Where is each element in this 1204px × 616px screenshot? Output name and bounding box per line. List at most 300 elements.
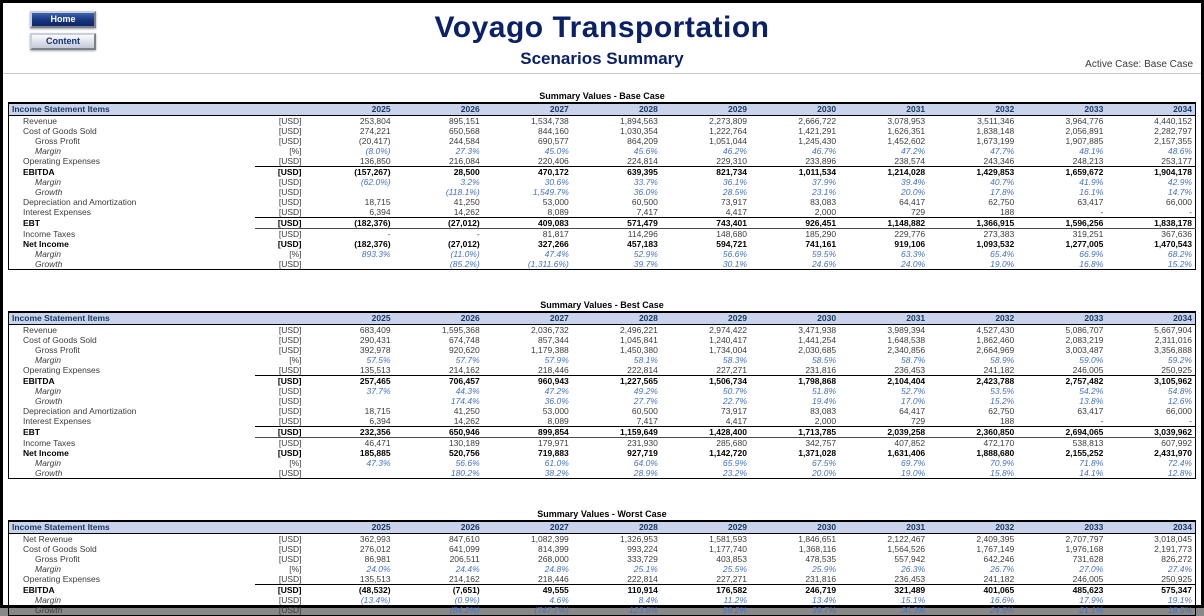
row-label: Operating Expenses [23, 574, 101, 585]
cell-value: 41,250 [453, 406, 480, 416]
table-row [9, 574, 1196, 585]
cell-value: 1,214,028 [839, 167, 928, 178]
row-label: Growth [35, 468, 63, 478]
cell-value: 14.1% [1079, 468, 1104, 478]
cell-value: 246,719 [750, 585, 839, 596]
base-case-section [8, 91, 1196, 270]
cell-value: 268,000 [538, 554, 569, 564]
cell-value: 38.2% [544, 468, 569, 478]
cell-value: 81,817 [542, 229, 569, 239]
cell-value: 4,440,152 [1154, 116, 1192, 126]
table-row [9, 335, 1196, 345]
year-column-header: 2029 [661, 103, 750, 116]
cell-value: 37.7% [366, 386, 391, 396]
row-label: Margin [35, 458, 61, 468]
cell-value: 62,750 [988, 197, 1015, 207]
cell-value: 857,344 [538, 335, 569, 345]
cell-value: 46,471 [364, 438, 391, 448]
cell-value: 7,417 [636, 416, 658, 426]
cell-value: 485,623 [1017, 585, 1106, 596]
cell-value: 15.2% [1167, 259, 1192, 269]
cell-value: 844,160 [538, 126, 569, 136]
cell-value: 1,838,148 [976, 126, 1015, 136]
cell-value: 641,099 [448, 544, 480, 554]
row-unit: [USD] [255, 376, 305, 387]
row-label: Depreciation and Amortization [23, 406, 137, 416]
row-unit: [USD] [278, 365, 302, 375]
cell-value: 1,452,602 [887, 136, 926, 146]
cell-value: 238,574 [894, 156, 926, 166]
cell-value: 51.8% [811, 386, 837, 396]
cell-value: 960,943 [483, 376, 572, 387]
base-case-table [8, 102, 1196, 270]
cell-value [305, 187, 394, 197]
cell-value: 63.3% [901, 249, 926, 259]
row-unit: [USD] [278, 187, 302, 197]
row-label: Margin [35, 595, 61, 605]
row-unit: [USD] [278, 438, 302, 448]
cell-value: 893.3% [361, 249, 391, 259]
table-row [9, 126, 1196, 136]
content-button[interactable]: Content [30, 33, 96, 50]
row-label: Net Revenue [23, 534, 73, 544]
cell-value: 224,814 [627, 156, 658, 166]
row-label: EBITDA [23, 584, 55, 595]
table-row [9, 554, 1196, 564]
cell-value: (84.2%) [449, 605, 480, 615]
cell-value: 1,148,882 [839, 218, 928, 229]
cell-value: 53,000 [542, 406, 569, 416]
row-unit: [USD] [278, 229, 302, 239]
row-unit: [USD] [277, 239, 302, 249]
cell-value: 17.9% [1079, 595, 1104, 605]
cell-value: 229,776 [894, 229, 926, 239]
cell-value: 58.1% [633, 355, 658, 365]
cell-value: 64.0% [633, 458, 658, 468]
cell-value: 59.5% [811, 249, 837, 259]
table-row [9, 468, 1196, 479]
cell-value: 70.9% [990, 458, 1015, 468]
cell-value: 1,888,680 [976, 448, 1015, 458]
cell-value: 30.1% [722, 259, 747, 269]
cell-value: 110,914 [572, 585, 661, 596]
row-label: Operating Expenses [23, 156, 101, 167]
cell-value: 16.6% [990, 595, 1015, 605]
cell-value: 20.0% [811, 468, 837, 478]
cell-value: (85.2%) [449, 259, 480, 269]
cell-value: 86,981 [364, 554, 391, 564]
cell-value: 57.7% [455, 355, 480, 365]
cell-value: 706,457 [394, 376, 483, 387]
year-column-header: 2025 [305, 312, 394, 325]
cell-value: 273,383 [983, 229, 1015, 239]
cell-value: 731,628 [1072, 554, 1104, 564]
cell-value: 2,664,969 [976, 345, 1015, 355]
cell-value: 23.1% [811, 187, 837, 197]
row-unit: [%] [289, 564, 302, 574]
row-unit: [USD] [278, 136, 302, 146]
cell-value: 1,798,868 [750, 376, 839, 387]
cell-value: 63,417 [1077, 197, 1104, 207]
cell-value: 218,446 [538, 574, 569, 584]
cell-value: 4,527,430 [976, 325, 1015, 335]
cell-value: (1,311.6%) [527, 259, 569, 269]
row-label: Revenue [23, 325, 58, 335]
cell-value: (48,532) [305, 585, 394, 596]
cell-value: 2,757,482 [1017, 376, 1106, 387]
cell-value: 13.8% [1079, 396, 1104, 406]
cell-value: (7,651) [394, 585, 483, 596]
cell-value: 1,277,005 [1065, 239, 1104, 249]
cell-value: 1,082,399 [530, 534, 569, 544]
cell-value: 3,471,938 [798, 325, 837, 335]
cell-value: 30.6% [544, 177, 569, 187]
cell-value: 83,083 [810, 406, 837, 416]
cell-value: 28.5% [722, 187, 747, 197]
cell-value: 36.1% [722, 177, 747, 187]
cell-value: 650,946 [394, 427, 483, 438]
cell-value: 8.4% [638, 595, 658, 605]
cell-value: 59.2% [722, 605, 747, 615]
cell-value: 729 [910, 416, 926, 426]
cell-value: 21.1% [1079, 605, 1104, 615]
cell-value: 407,852 [894, 438, 926, 448]
table-row [9, 229, 1196, 240]
year-column-header: 2028 [572, 521, 661, 534]
cell-value: 19.4% [811, 396, 837, 406]
row-label: Margin [35, 564, 61, 574]
cell-value: 478,535 [805, 554, 837, 564]
cell-value: 18.5% [1167, 605, 1192, 615]
cell-value: 135,513 [359, 365, 391, 375]
row-label: Cost of Goods Sold [23, 544, 97, 554]
cell-value: 1,450,380 [620, 345, 658, 355]
cell-value: 321,489 [839, 585, 928, 596]
table-row [9, 207, 1196, 218]
table-header-row [9, 103, 1196, 116]
table-row [9, 177, 1196, 187]
cell-value: 1,838,178 [1106, 218, 1195, 229]
cell-value: 64,417 [899, 197, 926, 207]
cell-value: 1,421,291 [798, 126, 837, 136]
cell-value: 642,246 [983, 554, 1015, 564]
cell-value: 3,105,962 [1106, 376, 1195, 387]
cell-value: 4,417 [725, 416, 747, 426]
row-unit: [USD] [255, 218, 305, 229]
cell-value: 1,429,853 [928, 167, 1017, 178]
cell-value: 47.2% [544, 386, 569, 396]
table-row [9, 249, 1196, 259]
cell-value: 23.2% [722, 468, 747, 478]
cell-value: 206,511 [449, 554, 480, 564]
cell-value: 3,356,888 [1154, 345, 1192, 355]
cell-value: 39.7% [633, 259, 658, 269]
row-label: Margin [35, 386, 61, 396]
cell-value: 72.4% [1167, 458, 1192, 468]
table-row [9, 345, 1196, 355]
items-column-header: Income Statement Items [9, 521, 255, 534]
cell-value: 65.4% [990, 249, 1015, 259]
cell-value: 401,065 [928, 585, 1017, 596]
cell-value: 17.8% [990, 187, 1015, 197]
cell-value: 2,340,856 [887, 345, 926, 355]
year-column-header: 2034 [1106, 312, 1195, 325]
cell-value: 12.8% [1167, 468, 1192, 478]
cell-value: 1,179,388 [530, 345, 569, 355]
cell-value: 231,930 [627, 438, 658, 448]
cell-value: 18,715 [364, 197, 391, 207]
year-column-header: 2026 [394, 521, 483, 534]
cell-value: 847,610 [448, 534, 480, 544]
cell-value: 743,401 [661, 218, 750, 229]
cell-value: (747.7%) [534, 605, 569, 615]
row-label: Margin [35, 249, 61, 259]
year-column-header: 2032 [928, 521, 1017, 534]
cell-value: 2,000 [814, 416, 837, 426]
home-button[interactable]: Home [30, 11, 96, 28]
cell-value: 44.3% [455, 386, 480, 396]
unit-column-header [255, 103, 305, 116]
cell-value: 244,584 [448, 136, 480, 146]
cell-value: 36.0% [633, 187, 658, 197]
cell-value: 1,093,532 [976, 239, 1015, 249]
cell-value: 920,620 [448, 345, 480, 355]
row-label: Margin [35, 146, 61, 156]
cell-value: 1,648,538 [887, 335, 926, 345]
cell-value: 3,078,953 [887, 116, 926, 126]
year-column-header: 2033 [1017, 312, 1106, 325]
year-column-header: 2031 [839, 103, 928, 116]
cell-value: 49.2% [633, 386, 658, 396]
cell-value: 650,568 [448, 126, 480, 136]
cell-value: (0.9%) [454, 595, 480, 605]
cell-value: 19.1% [1167, 595, 1192, 605]
cell-value: 27.3% [455, 146, 480, 156]
row-unit: [USD] [278, 534, 302, 544]
year-column-header: 2029 [661, 312, 750, 325]
year-column-header: 2028 [572, 312, 661, 325]
cell-value: 46.7% [811, 146, 837, 156]
items-column-header: Income Statement Items [9, 312, 255, 325]
cell-value: 1,159,649 [572, 427, 661, 438]
cell-value: 2,707,797 [1065, 534, 1104, 544]
cell-value: 1,222,764 [709, 126, 747, 136]
cell-value: 33.7% [633, 177, 658, 187]
row-label: Net Income [23, 448, 69, 458]
cell-value: 1,011,534 [750, 167, 839, 178]
year-column-header: 2033 [1017, 103, 1106, 116]
cell-value: 1,846,651 [798, 534, 837, 544]
row-unit: [%] [289, 458, 302, 468]
cell-value: 729 [910, 207, 926, 217]
cell-value: 52.7% [901, 386, 926, 396]
cell-value: 176,582 [661, 585, 750, 596]
cell-value: 274,221 [359, 126, 391, 136]
year-column-header: 2027 [483, 521, 572, 534]
cell-value: 1,862,460 [976, 335, 1015, 345]
cell-value: 919,106 [894, 239, 926, 249]
cell-value: 1,534,738 [530, 116, 569, 126]
cell-value: 674,748 [448, 335, 480, 345]
cell-value: 114,296 [627, 229, 658, 239]
cell-value: 2,104,404 [839, 376, 928, 387]
cell-value: 5,667,904 [1154, 325, 1192, 335]
cell-value: 1,564,526 [887, 544, 926, 554]
cell-value: 2,056,891 [1065, 126, 1104, 136]
cell-value [305, 605, 394, 616]
cell-value: 39.4% [901, 177, 926, 187]
cell-value: 926,451 [750, 218, 839, 229]
row-label: EBITDA [23, 166, 55, 177]
cell-value: 319,251 [1072, 229, 1104, 239]
cell-value: 333,729 [627, 554, 658, 564]
row-unit: [USD] [277, 448, 302, 458]
cell-value: 5,086,707 [1065, 325, 1104, 335]
cell-value: 1,051,044 [709, 136, 747, 146]
cell-value: 47.4% [544, 249, 569, 259]
cell-value: 3,964,776 [1065, 116, 1104, 126]
cell-value: 18,715 [364, 406, 391, 416]
cell-value: 54.2% [1079, 386, 1104, 396]
row-unit: [USD] [278, 396, 302, 406]
cell-value: 1,631,406 [887, 448, 926, 458]
cell-value: 71.8% [1079, 458, 1104, 468]
cell-value: 2,157,355 [1154, 136, 1192, 146]
cell-value: 13.4% [811, 595, 837, 605]
cell-value: 47.7% [990, 146, 1015, 156]
cell-value: - [1189, 207, 1192, 217]
cell-value: 236,453 [894, 574, 926, 584]
cell-value: 257,465 [305, 376, 394, 387]
cell-value: 236,453 [894, 365, 926, 375]
cell-value: 66,000 [1166, 406, 1192, 416]
cell-value: 1,713,785 [750, 427, 839, 438]
cell-value: 2,273,809 [709, 116, 747, 126]
cell-value: 814,399 [538, 544, 569, 554]
cell-value: 2,431,970 [1154, 448, 1192, 458]
row-label: Margin [35, 355, 61, 365]
best-case-table [8, 311, 1196, 479]
cell-value: 246,005 [1072, 574, 1104, 584]
cell-value: 62,750 [988, 406, 1015, 416]
cell-value: 11.2% [723, 595, 747, 605]
cell-value: 185,885 [359, 448, 391, 458]
cell-value: 24.0% [366, 564, 391, 574]
table-row [9, 187, 1196, 197]
cell-value: 19.0% [990, 259, 1015, 269]
cell-value: 594,721 [716, 239, 747, 249]
cell-value: 403,853 [716, 554, 747, 564]
cell-value: 68.2% [1167, 249, 1192, 259]
table-header-row [9, 312, 1196, 325]
cell-value: (11.0%) [450, 249, 480, 259]
cell-value: 571,479 [572, 218, 661, 229]
cell-value: - [387, 229, 391, 239]
cell-value: 2,360,850 [928, 427, 1017, 438]
cell-value: 188 [1000, 207, 1015, 217]
row-label: Income Taxes [23, 228, 76, 239]
year-column-header: 2026 [394, 312, 483, 325]
cell-value: 216,084 [448, 156, 480, 166]
cell-value: 214,162 [448, 365, 480, 375]
cell-value: (27,012) [448, 239, 480, 249]
table-row [9, 427, 1196, 438]
row-label: Growth [35, 187, 63, 197]
cell-value: 47.2% [901, 146, 926, 156]
cell-value: 58.7% [901, 355, 926, 365]
year-column-header: 2034 [1106, 103, 1195, 116]
cell-value: 14,262 [453, 416, 480, 426]
cell-value: 24.6% [811, 259, 837, 269]
table-row [9, 585, 1196, 596]
row-label: Margin [35, 177, 61, 187]
cell-value: 899,854 [483, 427, 572, 438]
row-unit: [USD] [278, 595, 302, 605]
table-row [9, 259, 1196, 270]
row-unit: [USD] [278, 554, 302, 564]
cell-value: 3,018,045 [1154, 534, 1192, 544]
cell-value: 46.2% [722, 146, 747, 156]
cell-value: 50.7% [722, 386, 747, 396]
cell-value: 233,896 [805, 156, 837, 166]
cell-value: 148,680 [716, 229, 747, 239]
cell-value: - [1100, 416, 1104, 426]
cell-value: 2,409,395 [976, 534, 1015, 544]
cell-value: 53,000 [542, 197, 569, 207]
row-label: Cost of Goods Sold [23, 335, 97, 345]
cell-value: 73,917 [720, 197, 747, 207]
cell-value: 1,506,734 [661, 376, 750, 387]
cell-value: 19.0% [901, 468, 926, 478]
cell-value: 61.0% [544, 458, 569, 468]
table-row [9, 146, 1196, 156]
row-label: Interest Expenses [23, 207, 92, 218]
cell-value: 25.5% [722, 564, 747, 574]
cell-value: 231,816 [805, 574, 837, 584]
cell-value: (27,012) [394, 218, 483, 229]
cell-value: 1,904,178 [1106, 167, 1195, 178]
row-label: Income Taxes [23, 437, 76, 448]
table-row [9, 156, 1196, 167]
cell-value: 24.8% [990, 605, 1015, 615]
cell-value: 39.7% [811, 605, 837, 615]
table-title: Summary Values - Best Case [540, 300, 664, 310]
row-label: Revenue [23, 116, 58, 126]
row-unit: [USD] [255, 585, 305, 596]
cell-value: 6,394 [369, 416, 391, 426]
cell-value: 2,423,788 [928, 376, 1017, 387]
cell-value: 48.6% [1167, 146, 1192, 156]
row-unit: [USD] [278, 544, 302, 554]
cell-value: 185,290 [805, 229, 837, 239]
row-unit: [USD] [255, 167, 305, 178]
row-unit: [USD] [278, 156, 302, 166]
cell-value: 42.9% [1167, 177, 1192, 187]
cell-value: 25.1% [633, 564, 658, 574]
cell-value: 1,045,841 [620, 335, 658, 345]
cell-value: (20,417) [358, 136, 391, 146]
cell-value: 241,182 [983, 365, 1015, 375]
cell-value: 227,271 [716, 574, 747, 584]
cell-value: 15.1% [901, 595, 926, 605]
cell-value: 54.8% [1167, 386, 1192, 396]
table-row [9, 564, 1196, 574]
cell-value: 57.5% [366, 355, 391, 365]
cell-value: 58.3% [722, 355, 747, 365]
row-label: EBT [23, 427, 40, 437]
cell-value: 59.0% [1079, 355, 1104, 365]
cell-value: 123.8% [629, 605, 658, 615]
